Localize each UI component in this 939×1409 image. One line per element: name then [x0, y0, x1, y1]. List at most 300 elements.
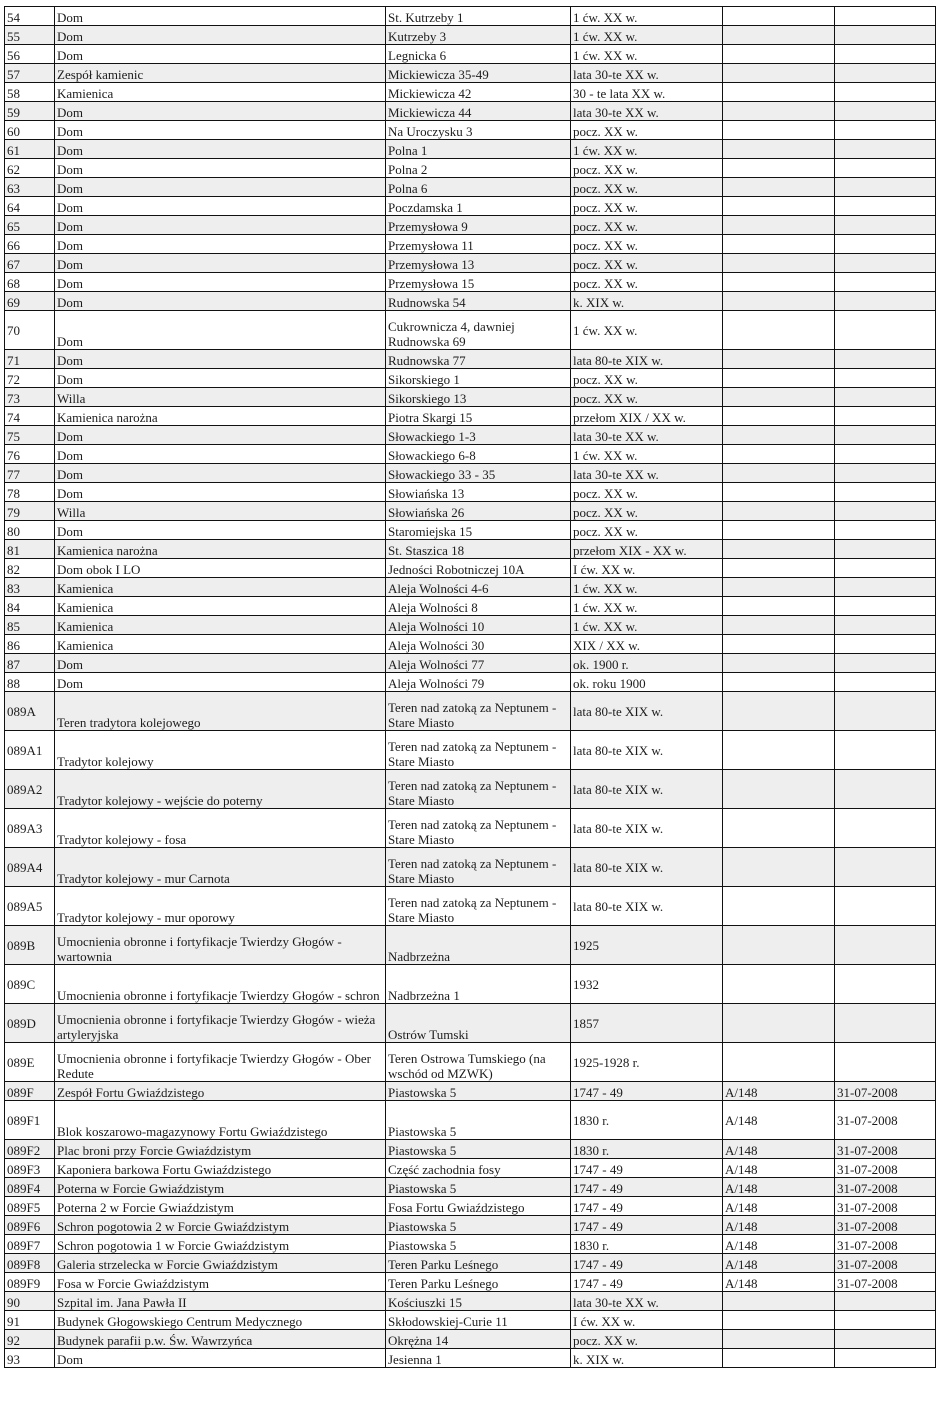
table-row	[5, 559, 936, 578]
cell-address: Teren Parku Leśnego	[386, 1273, 571, 1292]
cell-address: Sikorskiego 13	[386, 388, 571, 407]
cell-number: 58	[5, 83, 55, 102]
cell-address: Aleja Wolności 77	[386, 654, 571, 673]
cell-address: Aleja Wolności 4-6	[386, 578, 571, 597]
cell-register-date: 31-07-2008	[835, 1140, 936, 1159]
cell-register-number	[723, 965, 835, 1004]
cell-dating: lata 80-te XIX w.	[571, 692, 723, 731]
cell-register-date	[835, 273, 936, 292]
cell-register-number	[723, 483, 835, 502]
table-row	[5, 1004, 936, 1043]
cell-number: 089F8	[5, 1254, 55, 1273]
cell-number: 69	[5, 292, 55, 311]
table-row	[5, 273, 936, 292]
cell-register-number	[723, 848, 835, 887]
table-row	[5, 350, 936, 369]
cell-register-date	[835, 559, 936, 578]
cell-object-name: Dom	[55, 26, 386, 45]
cell-register-date	[835, 965, 936, 1004]
cell-object-name: Dom	[55, 140, 386, 159]
cell-register-number	[723, 578, 835, 597]
table-row	[5, 1043, 936, 1082]
cell-object-name: Poterna 2 w Forcie Gwiaździstym	[55, 1197, 386, 1216]
cell-dating: 30 - te lata XX w.	[571, 83, 723, 102]
cell-object-name: Umocnienia obronne i fortyfikacje Twierdzy Głogów - Ober Redute	[55, 1043, 386, 1082]
table-row	[5, 483, 936, 502]
cell-register-date	[835, 770, 936, 809]
cell-address: Teren nad zatoką za Neptunem - Stare Miasto	[386, 809, 571, 848]
cell-register-number	[723, 926, 835, 965]
table-row	[5, 1159, 936, 1178]
table-row	[5, 426, 936, 445]
cell-object-name: Kamienica	[55, 83, 386, 102]
cell-object-name: Tradytor kolejowy - mur oporowy	[55, 887, 386, 926]
table-row	[5, 83, 936, 102]
cell-register-date	[835, 848, 936, 887]
table-row	[5, 140, 936, 159]
cell-register-date	[835, 483, 936, 502]
cell-register-number	[723, 635, 835, 654]
cell-dating: 1 ćw. XX w.	[571, 26, 723, 45]
cell-address: Teren nad zatoką za Neptunem - Stare Miasto	[386, 770, 571, 809]
cell-address: Fosa Fortu Gwiaździstego	[386, 1197, 571, 1216]
cell-dating: 1747 - 49	[571, 1197, 723, 1216]
cell-dating: lata 30-te XX w.	[571, 1292, 723, 1311]
cell-object-name: Dom	[55, 311, 386, 350]
cell-object-name: Dom	[55, 254, 386, 273]
cell-register-number	[723, 1349, 835, 1368]
cell-dating: przełom XIX / XX w.	[571, 407, 723, 426]
cell-address: Aleja Wolności 10	[386, 616, 571, 635]
cell-dating: pocz. XX w.	[571, 216, 723, 235]
cell-address: Sikorskiego 1	[386, 369, 571, 388]
cell-register-number	[723, 388, 835, 407]
cell-register-number	[723, 887, 835, 926]
cell-number: 089A2	[5, 770, 55, 809]
cell-register-number	[723, 235, 835, 254]
cell-address: Teren nad zatoką za Neptunem - Stare Miasto	[386, 887, 571, 926]
cell-number: 59	[5, 102, 55, 121]
table-row	[5, 102, 936, 121]
cell-register-date	[835, 407, 936, 426]
table-row	[5, 292, 936, 311]
cell-object-name: Schron pogotowia 1 w Forcie Gwiaździstym	[55, 1235, 386, 1254]
cell-object-name: Kamienica narożna	[55, 540, 386, 559]
cell-address: Przemysłowa 11	[386, 235, 571, 254]
cell-register-date	[835, 64, 936, 83]
cell-object-name: Dom	[55, 7, 386, 26]
cell-address: Mickiewicza 35-49	[386, 64, 571, 83]
cell-address: Teren nad zatoką za Neptunem - Stare Miasto	[386, 731, 571, 770]
cell-register-date	[835, 1311, 936, 1330]
table-row	[5, 809, 936, 848]
cell-dating: pocz. XX w.	[571, 502, 723, 521]
cell-number: 93	[5, 1349, 55, 1368]
table-row	[5, 887, 936, 926]
cell-register-number: A/148	[723, 1197, 835, 1216]
table-row	[5, 45, 936, 64]
cell-register-date	[835, 311, 936, 350]
cell-register-number	[723, 540, 835, 559]
cell-register-number: A/148	[723, 1273, 835, 1292]
cell-address: Piastowska 5	[386, 1101, 571, 1140]
cell-register-date	[835, 502, 936, 521]
cell-dating: I ćw. XX w.	[571, 559, 723, 578]
cell-number: 67	[5, 254, 55, 273]
cell-register-date	[835, 216, 936, 235]
cell-address: Ostrów Tumski	[386, 1004, 571, 1043]
cell-register-date	[835, 673, 936, 692]
cell-address: Piastowska 5	[386, 1178, 571, 1197]
cell-register-number: A/148	[723, 1101, 835, 1140]
cell-number: 71	[5, 350, 55, 369]
cell-address: Staromiejska 15	[386, 521, 571, 540]
cell-register-number	[723, 45, 835, 64]
cell-dating: pocz. XX w.	[571, 254, 723, 273]
cell-number: 74	[5, 407, 55, 426]
cell-address: Aleja Wolności 79	[386, 673, 571, 692]
cell-address: Słowackiego 33 - 35	[386, 464, 571, 483]
cell-number: 089D	[5, 1004, 55, 1043]
cell-register-number: A/148	[723, 1216, 835, 1235]
cell-object-name: Szpital im. Jana Pawła II	[55, 1292, 386, 1311]
cell-register-date	[835, 635, 936, 654]
cell-number: 76	[5, 445, 55, 464]
cell-object-name: Teren tradytora kolejowego	[55, 692, 386, 731]
cell-object-name: Umocnienia obronne i fortyfikacje Twierdzy Głogów - schron	[55, 965, 386, 1004]
cell-register-number	[723, 1330, 835, 1349]
table-row	[5, 64, 936, 83]
cell-dating: pocz. XX w.	[571, 369, 723, 388]
cell-register-date	[835, 521, 936, 540]
cell-object-name: Dom	[55, 1349, 386, 1368]
table-row	[5, 1197, 936, 1216]
cell-number: 089A5	[5, 887, 55, 926]
cell-register-date	[835, 254, 936, 273]
table-row	[5, 692, 936, 731]
table-row	[5, 521, 936, 540]
cell-dating: pocz. XX w.	[571, 1330, 723, 1349]
cell-object-name: Kaponiera barkowa Fortu Gwiaździstego	[55, 1159, 386, 1178]
cell-number: 85	[5, 616, 55, 635]
cell-object-name: Kamienica	[55, 635, 386, 654]
cell-dating: 1925-1928 r.	[571, 1043, 723, 1082]
table-body	[5, 7, 936, 1368]
table-row	[5, 578, 936, 597]
cell-address: Teren Parku Leśnego	[386, 1254, 571, 1273]
cell-register-number: A/148	[723, 1178, 835, 1197]
table-row	[5, 369, 936, 388]
cell-number: 089F4	[5, 1178, 55, 1197]
cell-dating: 1 ćw. XX w.	[571, 445, 723, 464]
cell-dating: k. XIX w.	[571, 1349, 723, 1368]
cell-register-number	[723, 1004, 835, 1043]
table-row	[5, 673, 936, 692]
table-row	[5, 121, 936, 140]
cell-number: 56	[5, 45, 55, 64]
cell-object-name: Fosa w Forcie Gwiaździstym	[55, 1273, 386, 1292]
cell-address: St. Kutrzeby 1	[386, 7, 571, 26]
cell-dating: pocz. XX w.	[571, 483, 723, 502]
cell-register-date	[835, 1292, 936, 1311]
cell-address: Nadbrzeżna	[386, 926, 571, 965]
table-row	[5, 1292, 936, 1311]
cell-number: 66	[5, 235, 55, 254]
cell-address: Rudnowska 54	[386, 292, 571, 311]
cell-register-date	[835, 350, 936, 369]
table-row	[5, 445, 936, 464]
cell-address: Aleja Wolności 8	[386, 597, 571, 616]
cell-dating: lata 80-te XIX w.	[571, 848, 723, 887]
cell-object-name: Dom	[55, 673, 386, 692]
table-row	[5, 254, 936, 273]
cell-number: 75	[5, 426, 55, 445]
table-row	[5, 159, 936, 178]
cell-register-number	[723, 159, 835, 178]
table-row	[5, 7, 936, 26]
cell-object-name: Dom	[55, 121, 386, 140]
cell-register-number	[723, 559, 835, 578]
table-row	[5, 502, 936, 521]
cell-register-date	[835, 654, 936, 673]
cell-register-date	[835, 83, 936, 102]
cell-register-number	[723, 731, 835, 770]
cell-register-number: A/148	[723, 1235, 835, 1254]
cell-address: Rudnowska 77	[386, 350, 571, 369]
cell-address: Słowiańska 26	[386, 502, 571, 521]
cell-dating: lata 30-te XX w.	[571, 426, 723, 445]
cell-number: 83	[5, 578, 55, 597]
cell-register-date	[835, 7, 936, 26]
cell-register-date	[835, 1043, 936, 1082]
cell-number: 91	[5, 1311, 55, 1330]
cell-number: 089C	[5, 965, 55, 1004]
cell-register-date: 31-07-2008	[835, 1159, 936, 1178]
table-row	[5, 635, 936, 654]
cell-dating: lata 80-te XIX w.	[571, 887, 723, 926]
cell-number: 57	[5, 64, 55, 83]
cell-object-name: Dom	[55, 102, 386, 121]
cell-object-name: Dom	[55, 45, 386, 64]
table-row	[5, 1082, 936, 1101]
cell-dating: 1932	[571, 965, 723, 1004]
cell-object-name: Schron pogotowia 2 w Forcie Gwiaździstym	[55, 1216, 386, 1235]
cell-register-date	[835, 45, 936, 64]
cell-address: Kościuszki 15	[386, 1292, 571, 1311]
cell-dating: 1747 - 49	[571, 1273, 723, 1292]
cell-register-number	[723, 121, 835, 140]
cell-dating: pocz. XX w.	[571, 159, 723, 178]
cell-dating: 1 ćw. XX w.	[571, 311, 723, 350]
cell-register-number: A/148	[723, 1254, 835, 1273]
table-row	[5, 654, 936, 673]
cell-register-number: A/148	[723, 1082, 835, 1101]
cell-number: 089F1	[5, 1101, 55, 1140]
cell-dating: ok. roku 1900	[571, 673, 723, 692]
cell-number: 089F3	[5, 1159, 55, 1178]
cell-dating: lata 80-te XIX w.	[571, 809, 723, 848]
cell-register-date	[835, 597, 936, 616]
table-row	[5, 1235, 936, 1254]
cell-register-number	[723, 1311, 835, 1330]
cell-number: 82	[5, 559, 55, 578]
cell-register-number	[723, 369, 835, 388]
cell-number: 62	[5, 159, 55, 178]
cell-object-name: Tradytor kolejowy - wejście do poterny	[55, 770, 386, 809]
cell-object-name: Kamienica	[55, 578, 386, 597]
cell-dating: lata 30-te XX w.	[571, 464, 723, 483]
cell-register-date	[835, 26, 936, 45]
cell-object-name: Dom	[55, 273, 386, 292]
cell-object-name: Umocnienia obronne i fortyfikacje Twierdzy Głogów - wartownia	[55, 926, 386, 965]
cell-register-number	[723, 64, 835, 83]
cell-object-name: Zespół kamienic	[55, 64, 386, 83]
cell-register-date	[835, 388, 936, 407]
table-row	[5, 965, 936, 1004]
cell-object-name: Dom	[55, 654, 386, 673]
cell-number: 88	[5, 673, 55, 692]
cell-number: 089E	[5, 1043, 55, 1082]
cell-dating: 1747 - 49	[571, 1216, 723, 1235]
cell-register-number	[723, 809, 835, 848]
cell-dating: I ćw. XX w.	[571, 1311, 723, 1330]
cell-number: 63	[5, 178, 55, 197]
cell-address: Słowackiego 6-8	[386, 445, 571, 464]
table-row	[5, 1101, 936, 1140]
cell-number: 64	[5, 197, 55, 216]
cell-object-name: Willa	[55, 502, 386, 521]
cell-dating: pocz. XX w.	[571, 388, 723, 407]
cell-register-number	[723, 521, 835, 540]
table-row	[5, 464, 936, 483]
cell-number: 79	[5, 502, 55, 521]
cell-dating: 1747 - 49	[571, 1178, 723, 1197]
cell-register-number	[723, 770, 835, 809]
cell-address: Aleja Wolności 30	[386, 635, 571, 654]
cell-dating: 1925	[571, 926, 723, 965]
table-row	[5, 1178, 936, 1197]
cell-dating: XIX / XX w.	[571, 635, 723, 654]
cell-register-number: A/148	[723, 1159, 835, 1178]
cell-dating: pocz. XX w.	[571, 521, 723, 540]
table-row	[5, 731, 936, 770]
cell-register-number	[723, 254, 835, 273]
cell-register-number	[723, 1292, 835, 1311]
cell-dating: 1830 r.	[571, 1140, 723, 1159]
table-row	[5, 407, 936, 426]
cell-address: Słowiańska 13	[386, 483, 571, 502]
cell-object-name: Dom	[55, 235, 386, 254]
cell-register-date	[835, 121, 936, 140]
cell-dating: pocz. XX w.	[571, 273, 723, 292]
cell-register-date	[835, 464, 936, 483]
cell-object-name: Dom	[55, 159, 386, 178]
table-row	[5, 1273, 936, 1292]
cell-dating: 1747 - 49	[571, 1082, 723, 1101]
cell-register-number	[723, 311, 835, 350]
cell-register-date	[835, 731, 936, 770]
cell-object-name: Tradytor kolejowy - fosa	[55, 809, 386, 848]
cell-address: Piastowska 5	[386, 1140, 571, 1159]
cell-register-date: 31-07-2008	[835, 1178, 936, 1197]
cell-number: 089F9	[5, 1273, 55, 1292]
cell-object-name: Dom	[55, 178, 386, 197]
table-row	[5, 1140, 936, 1159]
cell-number: 089A4	[5, 848, 55, 887]
table-row	[5, 178, 936, 197]
cell-object-name: Kamienica	[55, 616, 386, 635]
cell-number: 73	[5, 388, 55, 407]
cell-register-number	[723, 407, 835, 426]
cell-register-date	[835, 1349, 936, 1368]
cell-register-date	[835, 292, 936, 311]
cell-dating: 1 ćw. XX w.	[571, 140, 723, 159]
cell-object-name: Budynek Głogowskiego Centrum Medycznego	[55, 1311, 386, 1330]
cell-dating: 1747 - 49	[571, 1159, 723, 1178]
cell-object-name: Dom	[55, 483, 386, 502]
cell-dating: ok. 1900 r.	[571, 654, 723, 673]
cell-address: Słowackiego 1-3	[386, 426, 571, 445]
cell-address: Kutrzeby 3	[386, 26, 571, 45]
cell-object-name: Dom	[55, 350, 386, 369]
cell-number: 60	[5, 121, 55, 140]
cell-register-date: 31-07-2008	[835, 1273, 936, 1292]
table-row	[5, 540, 936, 559]
cell-address: Piastowska 5	[386, 1235, 571, 1254]
cell-object-name: Dom	[55, 521, 386, 540]
cell-number: 72	[5, 369, 55, 388]
cell-object-name: Dom	[55, 197, 386, 216]
cell-dating: 1 ćw. XX w.	[571, 616, 723, 635]
cell-register-date	[835, 887, 936, 926]
cell-dating: pocz. XX w.	[571, 197, 723, 216]
cell-register-date	[835, 369, 936, 388]
cell-register-date	[835, 197, 936, 216]
cell-register-date	[835, 692, 936, 731]
cell-address: Poczdamska 1	[386, 197, 571, 216]
cell-register-date	[835, 426, 936, 445]
cell-register-date	[835, 140, 936, 159]
cell-register-date: 31-07-2008	[835, 1197, 936, 1216]
cell-number: 089F	[5, 1082, 55, 1101]
cell-register-number	[723, 26, 835, 45]
cell-number: 87	[5, 654, 55, 673]
cell-register-number	[723, 1043, 835, 1082]
cell-address: Polna 6	[386, 178, 571, 197]
cell-object-name: Willa	[55, 388, 386, 407]
cell-object-name: Poterna w Forcie Gwiaździstym	[55, 1178, 386, 1197]
cell-number: 55	[5, 26, 55, 45]
table-row	[5, 1349, 936, 1368]
cell-object-name: Tradytor kolejowy - mur Carnota	[55, 848, 386, 887]
cell-number: 089F2	[5, 1140, 55, 1159]
cell-dating: pocz. XX w.	[571, 178, 723, 197]
cell-register-number	[723, 464, 835, 483]
cell-dating: przełom XIX - XX w.	[571, 540, 723, 559]
table-row	[5, 597, 936, 616]
cell-object-name: Zespół Fortu Gwiaździstego	[55, 1082, 386, 1101]
cell-register-number	[723, 102, 835, 121]
cell-object-name: Budynek parafii p.w. Św. Wawrzyńca	[55, 1330, 386, 1349]
cell-number: 90	[5, 1292, 55, 1311]
cell-register-number	[723, 273, 835, 292]
cell-number: 81	[5, 540, 55, 559]
cell-number: 089A1	[5, 731, 55, 770]
cell-object-name: Plac broni przy Forcie Gwiaździstym	[55, 1140, 386, 1159]
cell-address: Teren nad zatoką za Neptunem - Stare Miasto	[386, 692, 571, 731]
cell-dating: lata 80-te XIX w.	[571, 731, 723, 770]
cell-object-name: Dom	[55, 464, 386, 483]
